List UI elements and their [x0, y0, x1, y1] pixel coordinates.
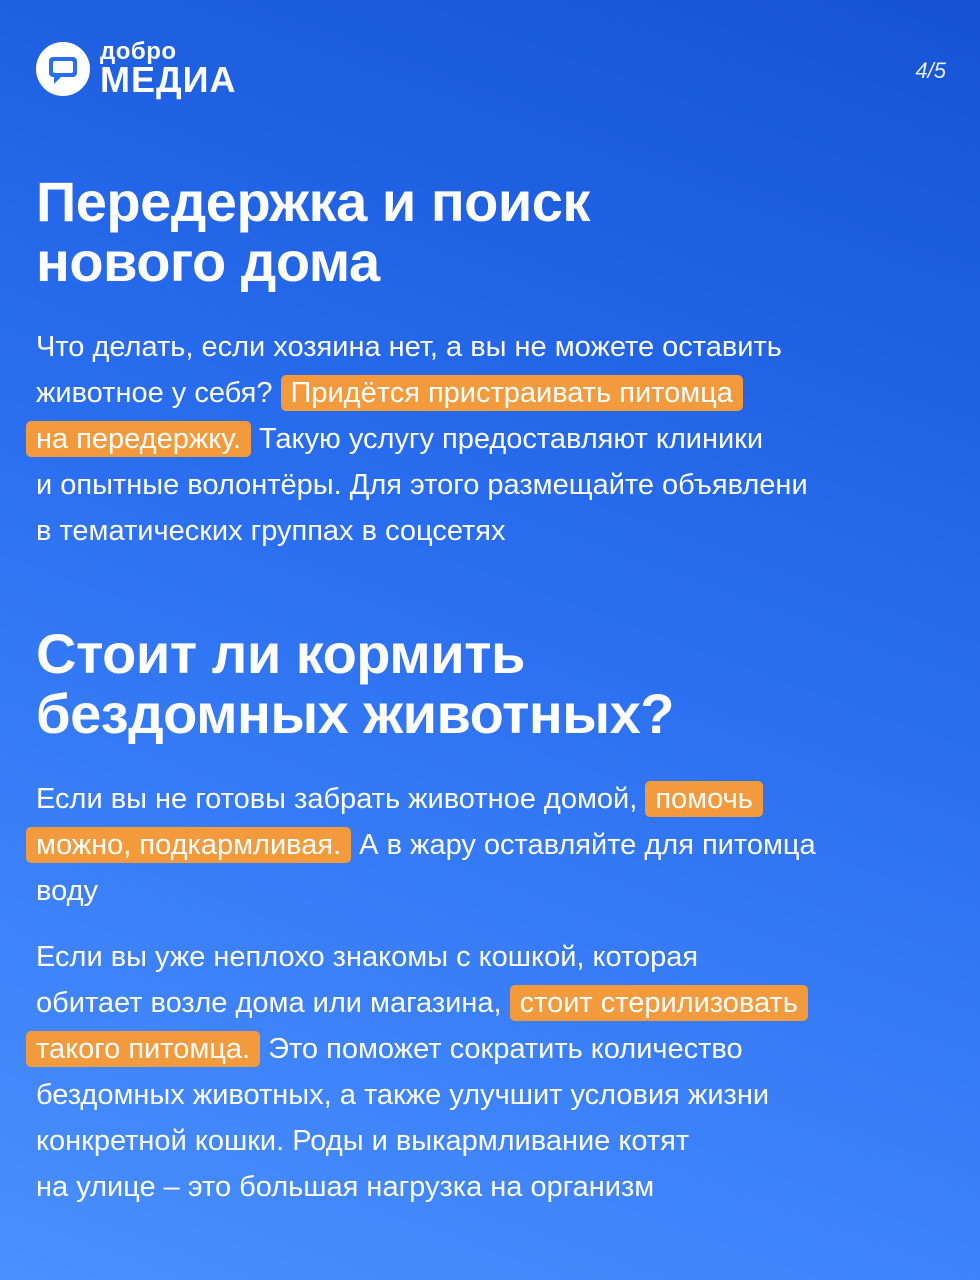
logo-text-bottom: МЕДИА — [100, 59, 237, 100]
highlight-text: помочь — [645, 781, 762, 817]
highlight-text: такого питомца. — [26, 1031, 260, 1067]
text-segment: Такую услугу предоставляют клиники — [250, 423, 764, 455]
title-line: нового дома — [36, 230, 380, 293]
text-segment: животное у себя? — [36, 377, 281, 409]
text-line — [36, 822, 960, 868]
chat-bubble-icon — [34, 40, 92, 98]
text-line — [36, 980, 960, 1026]
page-indicator: 4/5 — [915, 58, 946, 83]
text-line: в тематических группах в соцсетях — [36, 515, 506, 547]
paragraph-feeding — [36, 776, 960, 914]
text-line — [36, 416, 960, 462]
title-line: бездомных животных? — [36, 682, 674, 745]
title-line: Стоит ли кормить — [36, 622, 525, 685]
paragraph-foster — [36, 324, 960, 554]
text-line: воду — [36, 875, 98, 907]
highlight-text: на передержку. — [26, 421, 251, 457]
text-line: на улице – это большая нагрузка на организм — [36, 1171, 655, 1203]
text-line: Если вы уже неплохо знакомы с кошкой, которая — [36, 941, 699, 973]
text-segment: Если вы не готовы забрать животное домой, — [36, 783, 646, 815]
highlight-text: можно, подкармливая. — [26, 827, 351, 863]
text-segment: А в жару оставляйте для питомца — [351, 829, 816, 861]
text-line: конкретной кошки. Роды и выкармливание котят — [36, 1125, 690, 1157]
main-content — [36, 172, 960, 1210]
section-title-foster — [36, 172, 960, 292]
highlight-text: стоит стерилизовать — [510, 985, 808, 1021]
brand-logo — [34, 40, 237, 98]
title-line: Передержка и поиск — [36, 170, 590, 233]
text-line: Что делать, если хозяина нет, а вы не можете оставить — [36, 331, 782, 363]
text-segment: обитает возле дома или магазина, — [36, 987, 510, 1019]
text-line: и опытные волонтёры. Для этого размещайте объявлени — [36, 469, 808, 501]
text-line — [36, 370, 960, 416]
highlight-text: Придётся пристраивать питомца — [281, 375, 743, 411]
text-line: бездомных животных, а также улучшит условия жизни — [36, 1079, 770, 1111]
logo-text-top: добро — [100, 38, 177, 65]
text-line — [36, 1026, 960, 1072]
text-line — [36, 776, 960, 822]
text-segment: Это поможет сократить количество — [260, 1033, 743, 1065]
section-title-feeding — [36, 624, 960, 744]
paragraph-sterilization — [36, 934, 960, 1210]
